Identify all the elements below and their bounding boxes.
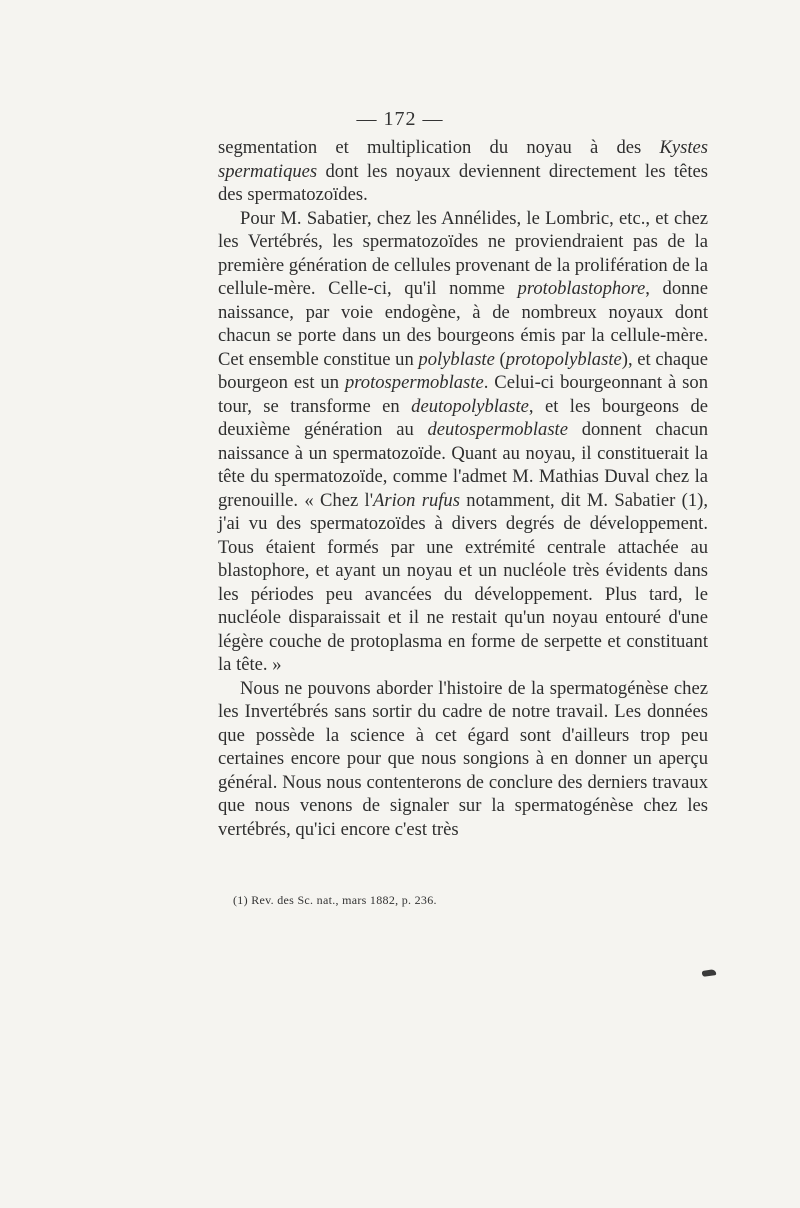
text-run: dont les noyaux deviennent directement les têtes des spermatozoïdes. <box>218 160 708 205</box>
text-run: . Celui-ci bourgeonnant à son tour, se transforme en <box>218 372 708 417</box>
paragraph <box>218 136 708 207</box>
text-run: donnent chacun naissance à un spermatozoïde. Quant au noyau, il constituerait la tête du spermatozoïde, comme l'admet M. Mathias Duval chez la grenouille. « Chez l' <box>218 419 708 511</box>
italic-term: protopolyblaste <box>505 348 622 370</box>
italic-term: polyblaste <box>418 348 495 370</box>
page-number: — 172 — <box>356 108 444 130</box>
text-run: notamment, dit M. Sabatier (1), j'ai vu des spermatozoïdes à divers degrés de développement. Tous étaient formés par une extrémité centrale attachée au blastophore, et ayant un noyau et un nucléole très évidents dans les périodes peu avancées du développement. Plus tard, le nucléole disparaissait et il ne restait qu'un noyau entouré d'une légère couche de protoplasma en forme de serpette et constituant la tête. » <box>218 489 708 675</box>
paragraph <box>218 207 708 677</box>
italic-term: Arion rufus <box>373 489 460 511</box>
italic-term: deutospermoblaste <box>427 419 568 440</box>
text-run: , et les bourgeons de deuxième génération au <box>218 395 708 440</box>
body-text <box>218 136 708 841</box>
paragraph <box>218 677 708 842</box>
italic-term: protoblastophore <box>517 278 646 299</box>
italic-term: deutopolyblaste <box>411 395 529 417</box>
footnote: (1) Rev. des Sc. nat., mars 1882, p. 236. <box>233 893 437 907</box>
ink-speck <box>702 969 717 977</box>
text-run: ( <box>494 348 506 370</box>
text-run: segmentation et multiplication du noyau à des <box>218 137 660 158</box>
text-run: , donne naissance, par voie endogène, à de nombreux noyaux dont chacun se porte dans un des bourgeons émis par la cellule-mère. Cet ensemble constitue un <box>218 278 708 370</box>
text-run: Nous ne pouvons aborder l'histoire de la spermatogénèse chez les Invertébrés sans sortir du cadre de notre travail. Les données que possède la science à cet égard sont d'ailleurs trop peu certaines encore pour que nous songions à en donner un aperçu général. Nous nous contenterons de conclure des derniers travaux que nous venons de signaler sur la spermatogénèse chez les vertébrés, qu'ici encore c'est très <box>218 677 708 840</box>
text-run: ), et chaque bourgeon est un <box>218 348 708 393</box>
italic-term: protospermoblaste <box>344 372 484 393</box>
text-run: Pour M. Sabatier, chez les Annélides, le Lombric, etc., et chez les Vertébrés, les spermatozoïdes ne proviendraient pas de la première génération de cellules provenant de la prolifération de la cellule-mère. Celle-ci, qu'il nomme <box>218 207 708 299</box>
italic-term: Kystes spermatiques <box>218 137 708 182</box>
